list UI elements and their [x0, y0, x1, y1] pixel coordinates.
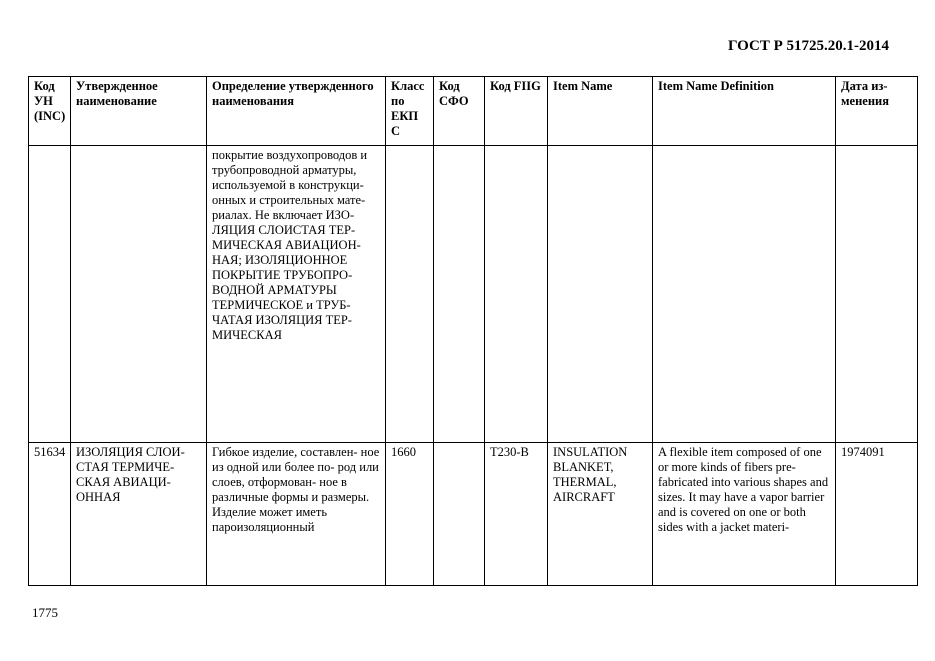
- cell-date: 1974091: [836, 443, 918, 586]
- cell-item-name-definition: [653, 146, 836, 443]
- table-row: [29, 443, 918, 586]
- cell-definition: покрытие воздухопроводов и трубопроводной арматуры, используемой в конструкци- онных и строительных мате- риалах. Не включает ИЗО- ЛЯЦИЯ СЛОИСТАЯ ТЕР- МИЧЕСКАЯ АВИАЦИОН- НАЯ; ИЗОЛЯЦИОННОЕ ПОКРЫТИЕ ТРУБОПРО- ВОДНОЙ АРМАТУРЫ ТЕРМИЧЕСКОЕ и ТРУБ- ЧАТАЯ ИЗОЛЯЦИЯ ТЕР- МИЧЕСКАЯ: [207, 146, 386, 443]
- header-item-name: Item Name: [548, 77, 653, 146]
- classification-table: [28, 76, 918, 586]
- standard-number: ГОСТ Р 51725.20.1-2014: [727, 38, 889, 54]
- header-item-name-definition: Item Name Definition: [653, 77, 836, 146]
- cell-item-name-definition: A flexible item composed of one or more kinds of fibers pre- fabricated into various shapes and sizes. It may have a vapor barrier and is covered on one or both sides with a jacket materi-: [653, 443, 836, 586]
- cell-fiig: [485, 146, 548, 443]
- cell-class: 1660: [386, 443, 434, 586]
- header-fiig: Код FIIG: [485, 77, 548, 146]
- cell-inc: [29, 146, 71, 443]
- header-class: Класс по ЕКП С: [386, 77, 434, 146]
- cell-class: [386, 146, 434, 443]
- table-header-row: [29, 77, 918, 146]
- header-date: Дата из- менения: [836, 77, 918, 146]
- cell-sfo: [434, 146, 485, 443]
- cell-fiig: T230-B: [485, 443, 548, 586]
- cell-item-name: INSULATION BLANKET, THERMAL, AIRCRAFT: [548, 443, 653, 586]
- header-definition: Определение утвержденного наименования: [207, 77, 386, 146]
- cell-inc: 51634: [29, 443, 71, 586]
- table-row: [29, 146, 918, 443]
- header-sfo: Код СФО: [434, 77, 485, 146]
- header-inc: Код УН (INC): [29, 77, 71, 146]
- cell-sfo: [434, 443, 485, 586]
- cell-approved-name: [71, 146, 207, 443]
- cell-approved-name: ИЗОЛЯЦИЯ СЛОИ- СТАЯ ТЕРМИЧЕ- СКАЯ АВИАЦИ- ОННАЯ: [71, 443, 207, 586]
- header-approved-name: Утвержденное наименование: [71, 77, 207, 146]
- cell-definition: Гибкое изделие, составлен- ное из одной или более по- род или слоев, отформован- ное в различные формы и размеры. Изделие может иметь пароизоляционный: [207, 443, 386, 586]
- page-number: 1775: [32, 605, 58, 620]
- cell-date: [836, 146, 918, 443]
- cell-item-name: [548, 146, 653, 443]
